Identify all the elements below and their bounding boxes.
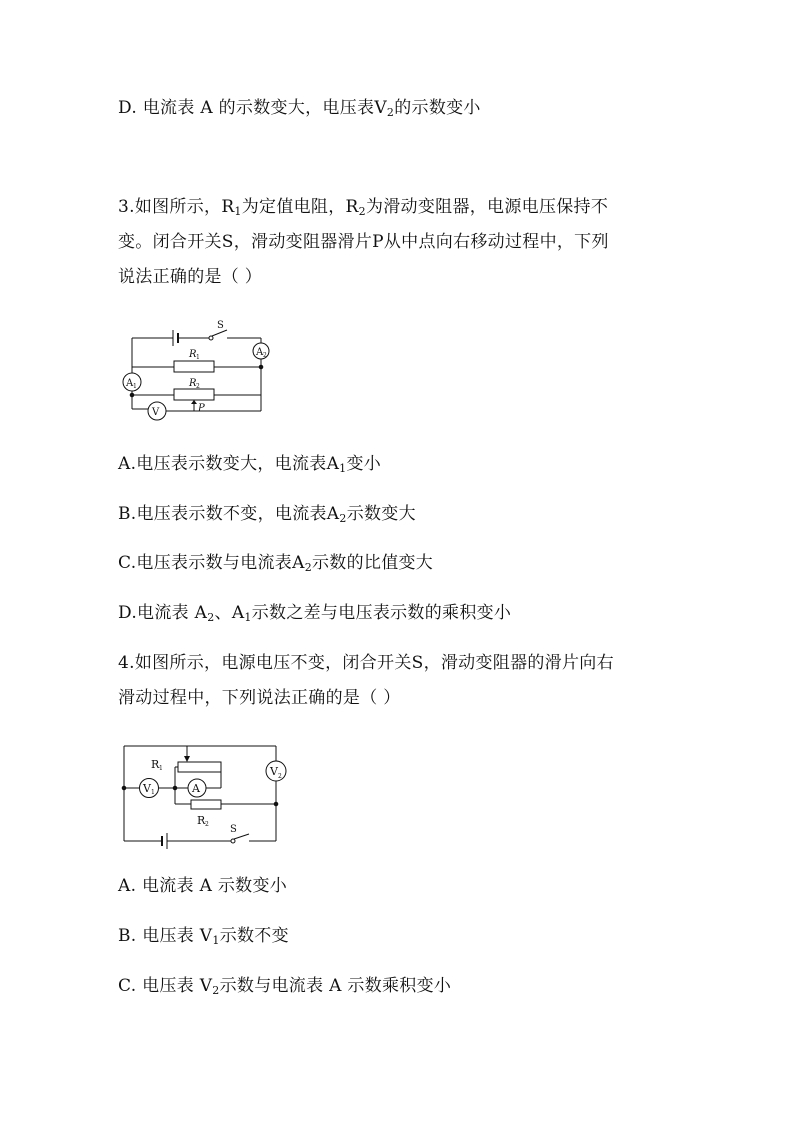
- svg-text:1: 1: [159, 765, 163, 772]
- q4-resistor-r2: [191, 800, 221, 809]
- svg-text:V: V: [143, 782, 151, 795]
- svg-text:V: V: [270, 765, 278, 778]
- q4-switch-contact: [231, 839, 235, 843]
- q3-circuit-diagram: [115, 312, 275, 424]
- q3-option-c: C.电压表示数与电流表$A_2$示数的比值变大: [118, 553, 434, 574]
- svg-text:2: 2: [205, 821, 209, 828]
- svg-text:R: R: [189, 349, 197, 360]
- svg-text:A: A: [192, 782, 200, 795]
- q3-option-a: A.电压表示数变大，电流表$A_1$变小: [118, 454, 382, 475]
- q4-stem-line1: 4.如图所示，电源电压不变，闭合开关S，滑动变阻器的滑片向右: [118, 653, 614, 673]
- q4-rheostat-r1: [178, 762, 221, 772]
- q3-slider-arrow: [191, 400, 197, 404]
- q3-stem-line3: 说法正确的是（ ）: [118, 267, 263, 287]
- q4-junction-right: [274, 802, 278, 806]
- svg-text:S: S: [217, 320, 224, 331]
- svg-text:1: 1: [133, 383, 137, 390]
- svg-text:A: A: [256, 347, 264, 358]
- q3-junction-right: [259, 365, 263, 369]
- q3-resistor-r1: [174, 361, 214, 372]
- q3-option-b: B.电压表示数不变，电流表$A_2$示数变大: [118, 504, 416, 525]
- svg-text:1: 1: [196, 354, 200, 361]
- q4-stem-line2: 滑动过程中，下列说法正确的是（ ）: [118, 688, 401, 708]
- q3-option-d: D.电流表 $A_2$、$A_1$示数之差与电压表示数的乘积变小: [118, 603, 512, 624]
- svg-text:R: R: [197, 814, 206, 827]
- svg-text:2: 2: [278, 773, 282, 780]
- q3-stem-line2: 变。闭合开关S，滑动变阻器滑片P从中点向右移动过程中，下列: [118, 232, 609, 252]
- q4-option-c: C. 电压表 $V_2$示数与电流表 A 示数乘积变小: [118, 976, 452, 997]
- prev-option-d: D. 电流表 A 的示数变大，电压表$V_2$的示数变小: [118, 98, 481, 119]
- svg-text:2: 2: [263, 352, 267, 359]
- svg-text:V: V: [152, 407, 160, 418]
- q3-switch-contact: [209, 336, 213, 340]
- q3-rheostat-r2: [174, 389, 214, 400]
- q4-option-b: B. 电压表 $V_1$示数不变: [118, 926, 289, 947]
- q4-slider-arrow: [184, 756, 190, 762]
- q3-stem-line1: 3.如图所示，$R_1$为定值电阻，$R_2$为滑动变阻器，电源电压保持不: [118, 197, 609, 218]
- svg-text:S: S: [230, 824, 237, 835]
- svg-text:A: A: [126, 378, 134, 389]
- svg-text:R: R: [189, 378, 197, 389]
- svg-text:1: 1: [151, 789, 155, 796]
- svg-text:R: R: [151, 758, 160, 771]
- q4-circuit-diagram: [115, 738, 295, 850]
- q4-option-a: A. 电流表 A 示数变小: [118, 876, 288, 896]
- svg-text:2: 2: [196, 383, 200, 390]
- svg-text:P: P: [198, 403, 205, 414]
